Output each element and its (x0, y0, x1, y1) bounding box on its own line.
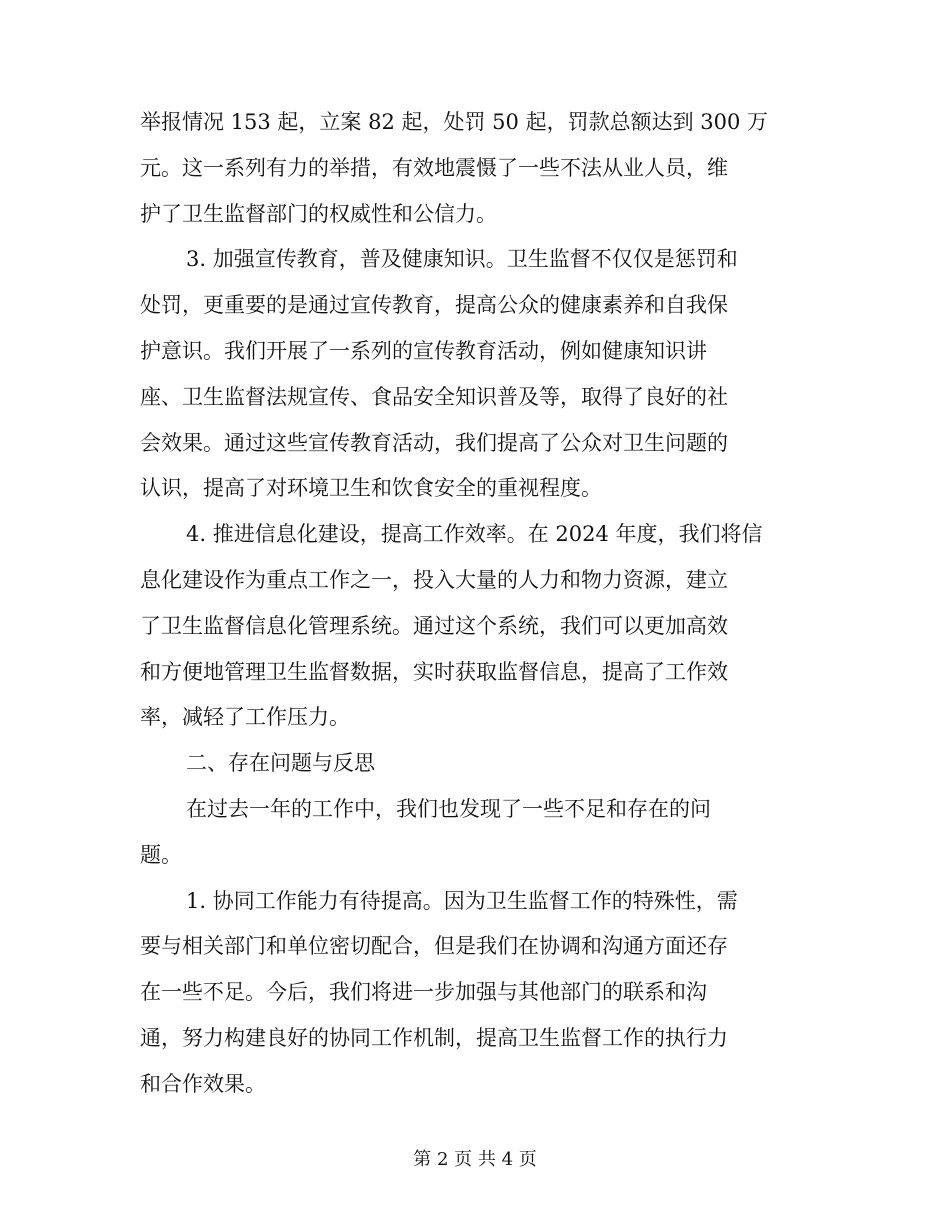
text-line-13: 和方便地管理卫生监督数据，实时获取监督信息，提高了工作效 (140, 659, 728, 684)
text-line-11: 息化建设作为重点工作之一，投入大量的人力和物力资源，建立 (140, 567, 728, 592)
text-line-8: 会效果。通过这些宣传教育活动，我们提高了公众对卫生问题的 (140, 430, 728, 455)
text-line-16: 在过去一年的工作中，我们也发现了一些不足和存在的问 (186, 796, 711, 821)
text-line-7: 座、卫生监督法规宣传、食品安全知识普及等，取得了良好的社 (140, 384, 728, 409)
page-number-footer: 第 2 页 共 4 页 (413, 1149, 537, 1170)
section-heading: 二、存在问题与反思 (186, 751, 375, 776)
text-line-21: 通，努力构建良好的协同工作机制，提高卫生监督工作的执行力 (140, 1025, 728, 1050)
text-line-12: 了卫生监督信息化管理系统。通过这个系统，我们可以更加高效 (140, 613, 728, 638)
text-line-22: 和合作效果。 (140, 1071, 266, 1096)
text-line-2: 元。这一系列有力的举措，有效地震慑了一些不法从业人员，维 (140, 155, 728, 180)
text-line-18: 1. 协同工作能力有待提高。因为卫生监督工作的特殊性，需 (186, 888, 738, 913)
text-line-9: 认识，提高了对环境卫生和饮食安全的重视程度。 (140, 476, 602, 501)
text-line-6: 护意识。我们开展了一系列的宣传教育活动，例如健康知识讲 (140, 338, 707, 363)
text-line-14: 率，减轻了工作压力。 (140, 705, 350, 730)
text-line-1: 举报情况 153 起，立案 82 起，处罚 50 起，罚款总额达到 300 万 (140, 110, 769, 134)
document-body (140, 100, 810, 1108)
text-line-3: 护了卫生监督部门的权威性和公信力。 (140, 201, 497, 226)
text-line-19: 要与相关部门和单位密切配合，但是我们在协调和沟通方面还存 (140, 934, 728, 959)
text-line-17: 题。 (140, 842, 182, 867)
text-line-4: 3. 加强宣传教育，普及健康知识。卫生监督不仅仅是惩罚和 (186, 247, 738, 272)
text-line-5: 处罚，更重要的是通过宣传教育，提高公众的健康素养和自我保 (140, 293, 728, 318)
text-line-20: 在一些不足。今后，我们将进一步加强与其他部门的联系和沟 (140, 980, 707, 1005)
text-line-10: 4. 推进信息化建设，提高工作效率。在 2024 年度，我们将信 (186, 522, 763, 547)
